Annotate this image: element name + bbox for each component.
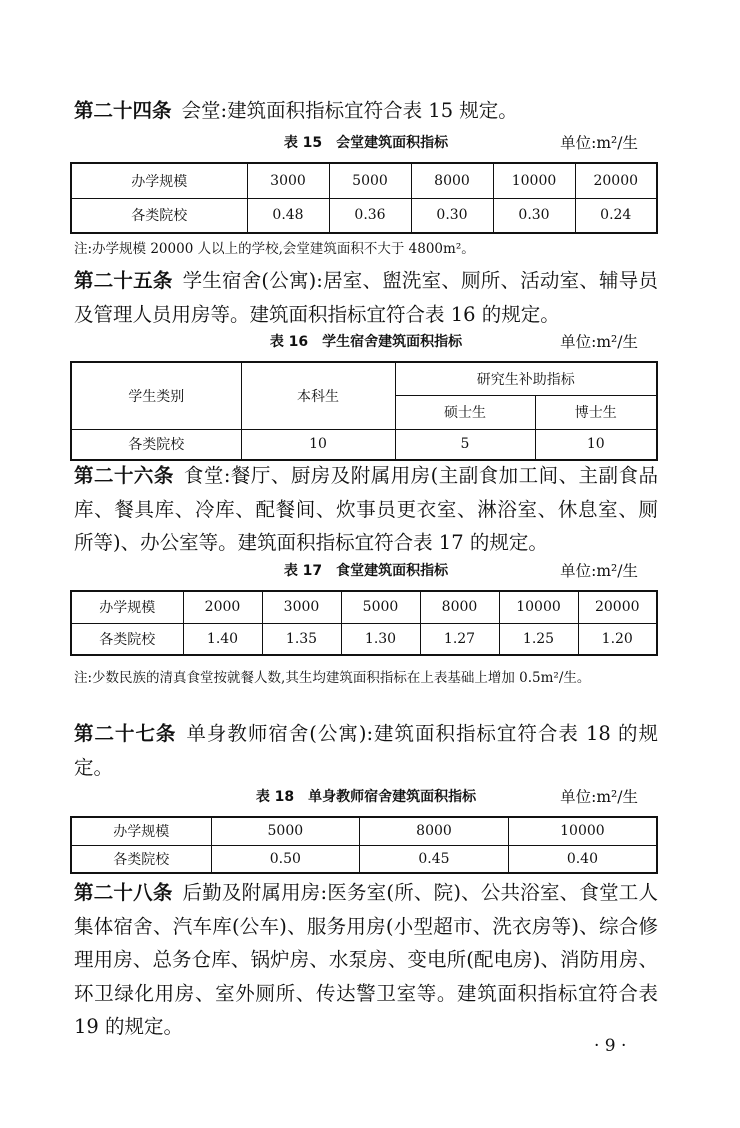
table-15-cell: 0.30: [493, 198, 575, 233]
table-16-cell: 5: [395, 429, 535, 460]
table-16-col-grad: 研究生补助指标: [395, 362, 657, 395]
table-16-col-undergrad: 本科生: [241, 362, 395, 429]
article-24-text: 会堂:建筑面积指标宜符合表 15 规定。: [181, 99, 518, 122]
article-25-text: 学生宿舍(公寓):居室、盥洗室、厕所、活动室、辅导员及管理人员用房等。建筑面积指标宜符合表 16 的规定。: [74, 269, 658, 326]
table-16-cell: 10: [535, 429, 657, 460]
article-24-label: 第二十四条: [74, 99, 172, 122]
table-16-col-type: 学生类别: [71, 362, 241, 429]
page-number: · 9 ·: [594, 1036, 627, 1056]
table-16-unit: 单位:m²/生: [560, 333, 638, 351]
table-17-header-cell: 8000: [420, 591, 499, 623]
table-16-row-label: 各类院校: [71, 429, 241, 460]
article-28-label: 第二十八条: [74, 881, 173, 904]
table-15-cell: 0.36: [329, 198, 411, 233]
table-16-title: 表 16 学生宿舍建筑面积指标: [269, 334, 463, 350]
table-17-cell: 各类院校: [71, 623, 183, 655]
article-26-label: 第二十六条: [74, 464, 174, 487]
table-17-data-row: [71, 623, 657, 655]
table-15-cell: 0.48: [247, 198, 329, 233]
table-15-cell: 0.30: [411, 198, 493, 233]
table-15-header-cell: 10000: [493, 163, 575, 198]
table-17-header-cell: 3000: [262, 591, 341, 623]
article-27-text: 单身教师宿舍(公寓):建筑面积指标宜符合表 18 的规定。: [74, 722, 658, 779]
table-17-header-cell: 2000: [183, 591, 262, 623]
article-27-label: 第二十七条: [74, 722, 177, 745]
table-18-header-cell: 8000: [360, 817, 509, 845]
table-17-cell: 1.30: [341, 623, 420, 655]
table-16-header-row: [71, 362, 657, 395]
table-15-unit: 单位:m²/生: [560, 134, 638, 152]
table-15-header-row: [71, 163, 657, 198]
table-15-header-cell: 20000: [575, 163, 657, 198]
table-17-header-cell: 5000: [341, 591, 420, 623]
article-28-text: 后勤及附属用房:医务室(所、院)、公共浴室、食堂工人集体宿舍、汽车库(公车)、服务用房(小型超市、洗衣房等)、综合修理用房、总务仓库、锅炉房、水泵房、变电所(配电房)、消防用房、环卫绿化用房、室外厕所、传达警卫室等。建筑面积指标宜符合表 19 的规定。: [74, 881, 658, 1038]
article-25-label: 第二十五条: [74, 269, 173, 292]
table-17-header-cell: 办学规模: [71, 591, 183, 623]
table-18: [70, 816, 658, 874]
table-17-note: 注:少数民族的清真食堂按就餐人数,其生均建筑面积指标在上表基础上增加 0.5m²/生。: [74, 670, 591, 686]
article-26-text: 食堂:餐厅、厨房及附属用房(主副食加工间、主副食品库、餐具库、冷库、配餐间、炊事员更衣室、淋浴室、休息室、厕所等)、办公室等。建筑面积指标宜符合表 17 的规定。: [74, 464, 658, 554]
table-17-header-row: [71, 591, 657, 623]
article-24: [74, 94, 658, 128]
table-15-title: 表 15 会堂建筑面积指标: [283, 135, 449, 151]
table-18-cell: 各类院校: [71, 845, 211, 873]
table-15-cell: 各类院校: [71, 198, 247, 233]
table-17-header-cell: 10000: [499, 591, 578, 623]
table-18-cell: 0.50: [211, 845, 360, 873]
table-18-unit: 单位:m²/生: [560, 788, 638, 806]
table-15: [70, 162, 658, 234]
table-17-cell: 1.35: [262, 623, 341, 655]
table-15-caption: [74, 131, 658, 155]
table-16-data-row: [71, 429, 657, 460]
table-16-col-master: 硕士生: [395, 395, 535, 429]
table-15-cell: 0.24: [575, 198, 657, 233]
article-25: [74, 264, 658, 331]
table-18-header-cell: 办学规模: [71, 817, 211, 845]
article-26: [74, 459, 658, 560]
table-15-header-cell: 办学规模: [71, 163, 247, 198]
article-28: [74, 876, 658, 1044]
table-17-cell: 1.20: [578, 623, 657, 655]
table-16-col-doctor: 博士生: [535, 395, 657, 429]
table-18-title: 表 18 单身教师宿舍建筑面积指标: [255, 789, 477, 805]
article-27: [74, 717, 658, 784]
table-17-cell: 1.25: [499, 623, 578, 655]
table-16: [70, 361, 658, 461]
table-15-note: 注:办学规模 20000 人以上的学校,会堂建筑面积不大于 4800m²。: [74, 241, 475, 257]
table-17-cell: 1.40: [183, 623, 262, 655]
table-17-caption: [74, 559, 658, 583]
table-18-caption: [74, 785, 658, 809]
table-15-data-row: [71, 198, 657, 233]
table-15-header-cell: 5000: [329, 163, 411, 198]
table-17-title: 表 17 食堂建筑面积指标: [283, 563, 449, 579]
table-16-caption: [74, 330, 658, 354]
table-15-header-cell: 3000: [247, 163, 329, 198]
table-18-cell: 0.40: [508, 845, 657, 873]
table-16-cell: 10: [241, 429, 395, 460]
table-18-cell: 0.45: [360, 845, 509, 873]
table-17-cell: 1.27: [420, 623, 499, 655]
table-17-header-cell: 20000: [578, 591, 657, 623]
table-18-header-row: [71, 817, 657, 845]
table-17: [70, 590, 658, 656]
table-18-header-cell: 10000: [508, 817, 657, 845]
table-17-unit: 单位:m²/生: [560, 562, 638, 580]
table-18-header-cell: 5000: [211, 817, 360, 845]
table-15-header-cell: 8000: [411, 163, 493, 198]
table-18-data-row: [71, 845, 657, 873]
